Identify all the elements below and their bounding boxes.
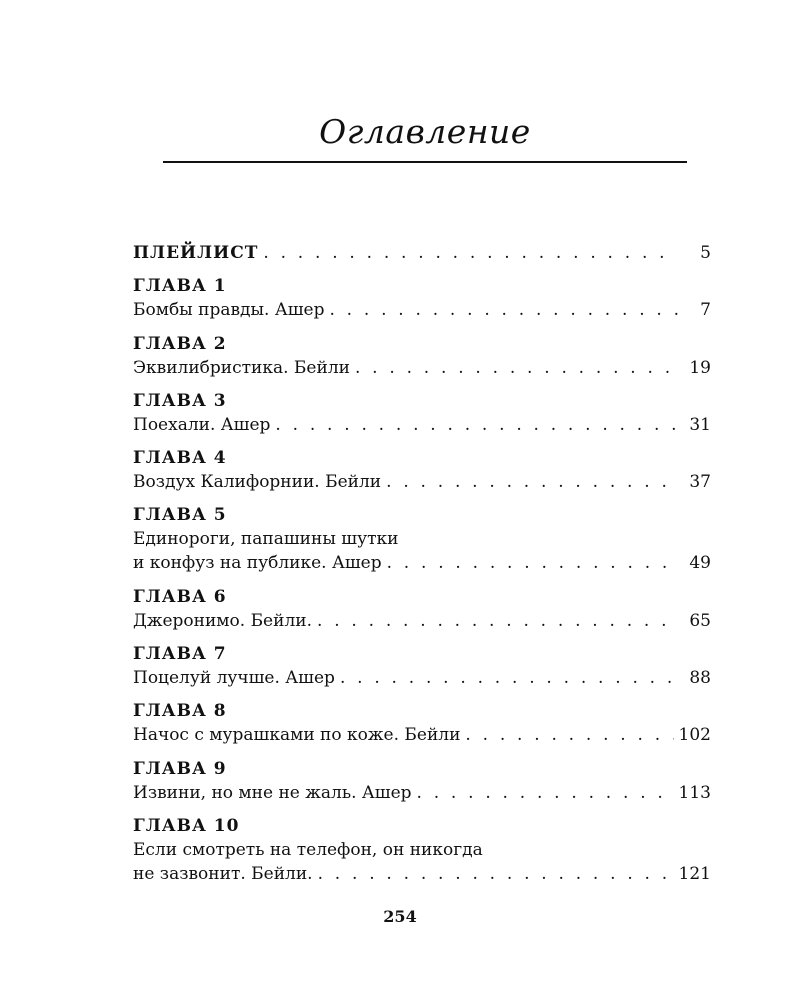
toc-entry — [133, 585, 711, 633]
toc-entry — [133, 241, 711, 265]
dot-leader — [318, 862, 674, 886]
dot-leader — [465, 723, 673, 747]
chapter-label: ГЛАВА 3 — [133, 390, 227, 411]
dot-leader — [329, 298, 678, 322]
chapter-label: ГЛАВА 10 — [133, 815, 240, 836]
page-number: 254 — [383, 907, 417, 926]
chapter-title: Поцелуй лучше. Ашер — [133, 668, 335, 689]
chapter-title: Эквилибристика. Бейли — [133, 357, 350, 378]
toc-list — [133, 241, 711, 895]
toc-page-number: 31 — [689, 414, 711, 435]
toc-entry-line-with-page — [133, 781, 711, 805]
chapter-label: ГЛАВА 6 — [133, 586, 227, 607]
chapter-label: ГЛАВА 1 — [133, 276, 227, 297]
toc-page-number: 113 — [678, 782, 711, 803]
toc-entry-line-with-page — [133, 551, 711, 575]
toc-page-number: 7 — [700, 300, 711, 321]
chapter-label: ГЛАВА 5 — [133, 505, 227, 526]
chapter-title: Начос с мурашками по коже. Бейли — [133, 725, 461, 746]
dot-leader — [340, 666, 678, 690]
toc-entry — [133, 389, 711, 437]
chapter-title: Извини, но мне не жаль. Ашер — [133, 782, 412, 803]
chapter-title: Единороги, папашины шутки — [133, 529, 399, 550]
toc-entry — [133, 814, 711, 886]
toc-entry-line — [133, 527, 711, 551]
toc-entry-line-with-page — [133, 298, 711, 322]
chapter-label: ГЛАВА 7 — [133, 644, 227, 665]
toc-page-number: 19 — [689, 357, 711, 378]
toc-page-number: 102 — [678, 725, 711, 746]
chapter-label: ГЛАВА 2 — [133, 333, 227, 354]
toc-entry-line-with-page — [133, 723, 711, 747]
chapter-title: Бомбы правды. Ашер — [133, 300, 325, 321]
toc-entry-line — [133, 585, 711, 609]
toc-entry-line — [133, 642, 711, 666]
toc-entry-line-with-page — [133, 413, 711, 437]
chapter-title: не зазвонит. Бейли. — [133, 863, 313, 884]
heading-rule — [163, 161, 687, 163]
toc-page-number: 5 — [700, 243, 711, 263]
dot-leader — [275, 413, 678, 437]
toc-entry — [133, 503, 711, 575]
toc-page-number: 49 — [689, 553, 711, 574]
chapter-title: Если смотреть на телефон, он никогда — [133, 839, 483, 860]
toc-entry-line — [133, 389, 711, 413]
toc-entry-line — [133, 503, 711, 527]
chapter-label: ПЛЕЙЛИСТ — [133, 243, 259, 263]
chapter-label: ГЛАВА 9 — [133, 758, 227, 779]
toc-page-number: 65 — [689, 610, 711, 631]
toc-entry-line-with-page — [133, 470, 711, 494]
toc-entry — [133, 642, 711, 690]
dot-leader — [387, 551, 678, 575]
toc-entry — [133, 332, 711, 380]
toc-entry-line-with-page — [133, 609, 711, 633]
chapter-label: ГЛАВА 4 — [133, 448, 227, 469]
chapter-label: ГЛАВА 8 — [133, 701, 227, 722]
chapter-title: и конфуз на публике. Ашер — [133, 553, 382, 574]
toc-page-number: 121 — [678, 863, 711, 884]
toc-entry-line — [133, 757, 711, 781]
toc-entry-line-with-page — [133, 862, 711, 886]
dot-leader — [317, 609, 678, 633]
toc-entry-line — [133, 274, 711, 298]
toc-entry-line — [133, 814, 711, 838]
toc-entry-line-with-page — [133, 356, 711, 380]
toc-entry-line — [133, 332, 711, 356]
dot-leader — [386, 470, 678, 494]
toc-entry-line — [133, 838, 711, 862]
dot-leader — [417, 781, 674, 805]
toc-page-number: 37 — [689, 472, 711, 493]
toc-entry — [133, 757, 711, 805]
toc-entry — [133, 446, 711, 494]
toc-heading: Оглавление — [319, 112, 531, 151]
toc-entry — [133, 274, 711, 322]
toc-entry-line — [133, 446, 711, 470]
chapter-title: Поехали. Ашер — [133, 414, 271, 435]
toc-entry-line-with-page — [133, 666, 711, 690]
dot-leader — [263, 241, 678, 265]
dot-leader — [355, 356, 678, 380]
toc-entry — [133, 699, 711, 747]
chapter-title: Воздух Калифорнии. Бейли — [133, 472, 382, 493]
toc-page-number: 88 — [689, 668, 711, 689]
chapter-title: Джеронимо. Бейли. — [133, 610, 312, 631]
toc-entry-line — [133, 699, 711, 723]
toc-entry-line-with-page — [133, 241, 711, 265]
